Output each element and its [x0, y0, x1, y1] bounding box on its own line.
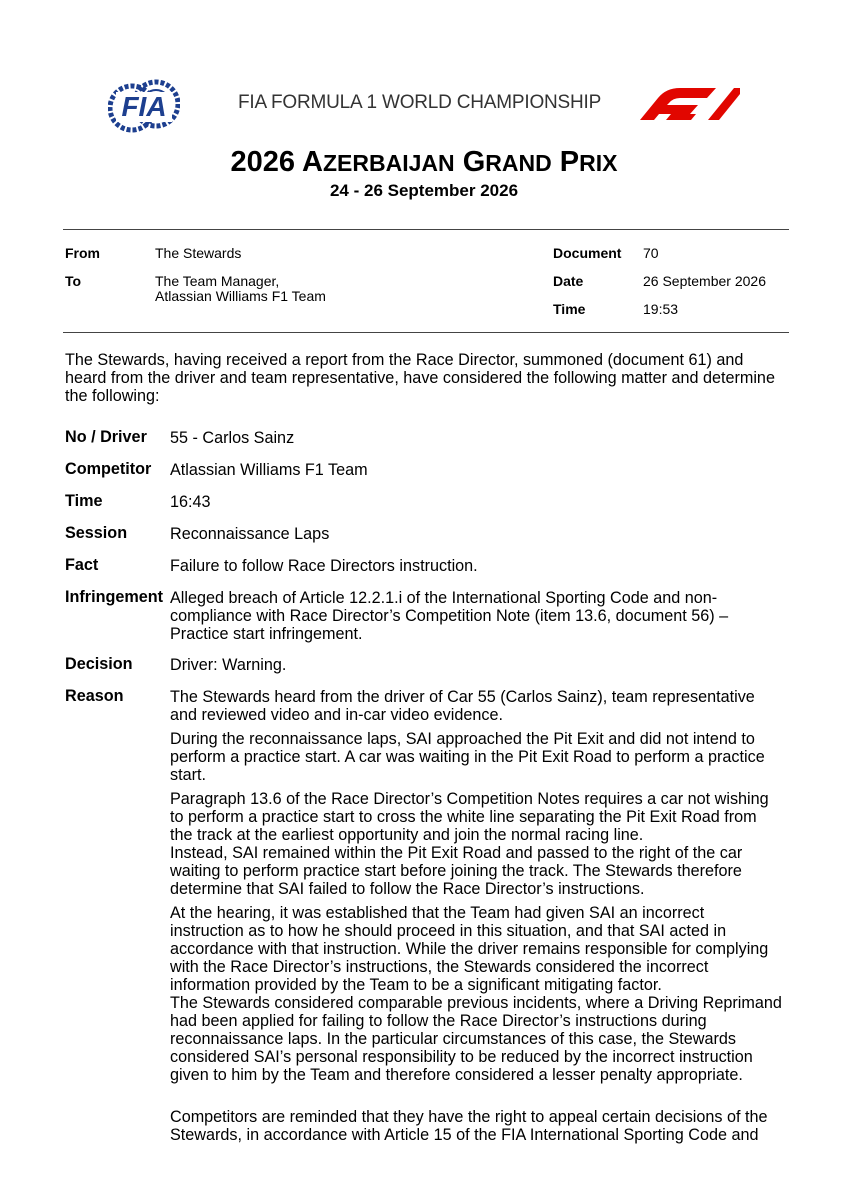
decision-label: Decision: [65, 655, 133, 673]
event-title-rest-1: ZERBAIJAN: [323, 150, 455, 176]
time-label: Time: [553, 301, 586, 317]
reason-paragraph: Paragraph 13.6 of the Race Director’s Competition Notes requires a car not wishing to perform a practice start to cross the white line separating the Pit Exit Road from the track at the earliest opportunity and join the normal racing line.: [170, 790, 769, 844]
incident-time-label: Time: [65, 492, 103, 510]
event-title-initial-3: P: [559, 146, 580, 178]
event-title-rest-3: RIX: [579, 150, 618, 176]
to-value-line1: The Team Manager,: [155, 273, 280, 289]
intro-paragraph: The Stewards, having received a report from the Race Director, summoned (document 61) and heard from the driver and team representative, have considered the following matter and determine the following:: [65, 351, 775, 405]
competitor-value: Atlassian Williams F1 Team: [170, 461, 368, 479]
document-value: 70: [643, 245, 659, 261]
fia-logo: [108, 78, 180, 134]
infringement-label: Infringement: [65, 588, 164, 606]
competitor-label: Competitor: [65, 460, 152, 478]
reason-label: Reason: [65, 687, 124, 705]
date-label: Date: [553, 273, 584, 289]
reason-paragraph: During the reconnaissance laps, SAI approached the Pit Exit and did not intend to perform a practice start. A car was waiting in the Pit Exit Road to perform a practice start.: [170, 730, 765, 784]
appeal-notice: Competitors are reminded that they have the right to appeal certain decisions of the Stewards, in accordance with Article 15 of the FIA International Sporting Code and: [170, 1108, 768, 1144]
to-label: To: [65, 273, 82, 289]
time-value: 19:53: [643, 301, 679, 317]
event-title-initial-1: A: [302, 146, 323, 178]
from-value: The Stewards: [155, 245, 242, 261]
fia-logo-text: FIA: [121, 91, 167, 122]
from-label: From: [65, 245, 100, 261]
session-value: Reconnaissance Laps: [170, 525, 330, 543]
document-label: Document: [553, 245, 622, 261]
bottom-divider: [63, 332, 789, 333]
incident-time-value: 16:43: [170, 493, 211, 511]
f1-logo: [636, 86, 740, 120]
driver-label: No / Driver: [65, 428, 147, 446]
reason-paragraph: The Stewards considered comparable previous incidents, where a Driving Reprimand had been applied for failing to follow the Race Director’s instructions during reconnaissance laps. In the particular circumstances of this case, the Stewards considered SAI’s personal responsibility to be reduced by the incorrect instruction given to him by the Team and therefore considered a lesser penalty appropriate.: [170, 994, 782, 1084]
top-divider: [63, 229, 789, 230]
fact-label: Fact: [65, 556, 99, 574]
fact-value: Failure to follow Race Directors instruction.: [170, 557, 478, 575]
reason-paragraph: Instead, SAI remained within the Pit Exit Road and passed to the right of the car waiting to perform practice start before joining the track. The Stewards therefore determine that SAI failed to follow the Race Director’s instructions.: [170, 844, 743, 898]
date-value: 26 September 2026: [643, 273, 766, 289]
reason-paragraph: The Stewards heard from the driver of Car 55 (Carlos Sainz), team representative and reviewed video and in-car video evidence.: [170, 688, 755, 724]
event-title-rest-2: RAND: [485, 150, 552, 176]
reason-paragraph: At the hearing, it was established that the Team had given SAI an incorrect instruction as to how he should proceed in this situation, and that SAI acted in accordance with that instruction. While the driver remains responsible for complying with the Race Director’s instructions, the Stewards considered the incorrect information provided by the Team to be a significant mitigating factor.: [170, 904, 769, 994]
to-value-line2: Atlassian Williams F1 Team: [155, 288, 326, 304]
event-title-initial-2: G: [462, 146, 486, 178]
event-title-year: 2026: [230, 146, 296, 178]
championship-title: FIA FORMULA 1 WORLD CHAMPIONSHIP: [238, 92, 602, 113]
decision-value: Driver: Warning.: [170, 656, 287, 674]
event-dates: 24 - 26 September 2026: [329, 181, 519, 200]
driver-value: 55 - Carlos Sainz: [170, 429, 295, 447]
reason-body: [170, 688, 782, 1150]
infringement-value: Alleged breach of Article 12.2.1.i of the International Sporting Code and non-compliance with Race Director’s Competition Note (item 13.6, document 56) – Practice start infringement.: [170, 589, 729, 643]
event-title: [0, 146, 848, 179]
session-label: Session: [65, 524, 128, 542]
